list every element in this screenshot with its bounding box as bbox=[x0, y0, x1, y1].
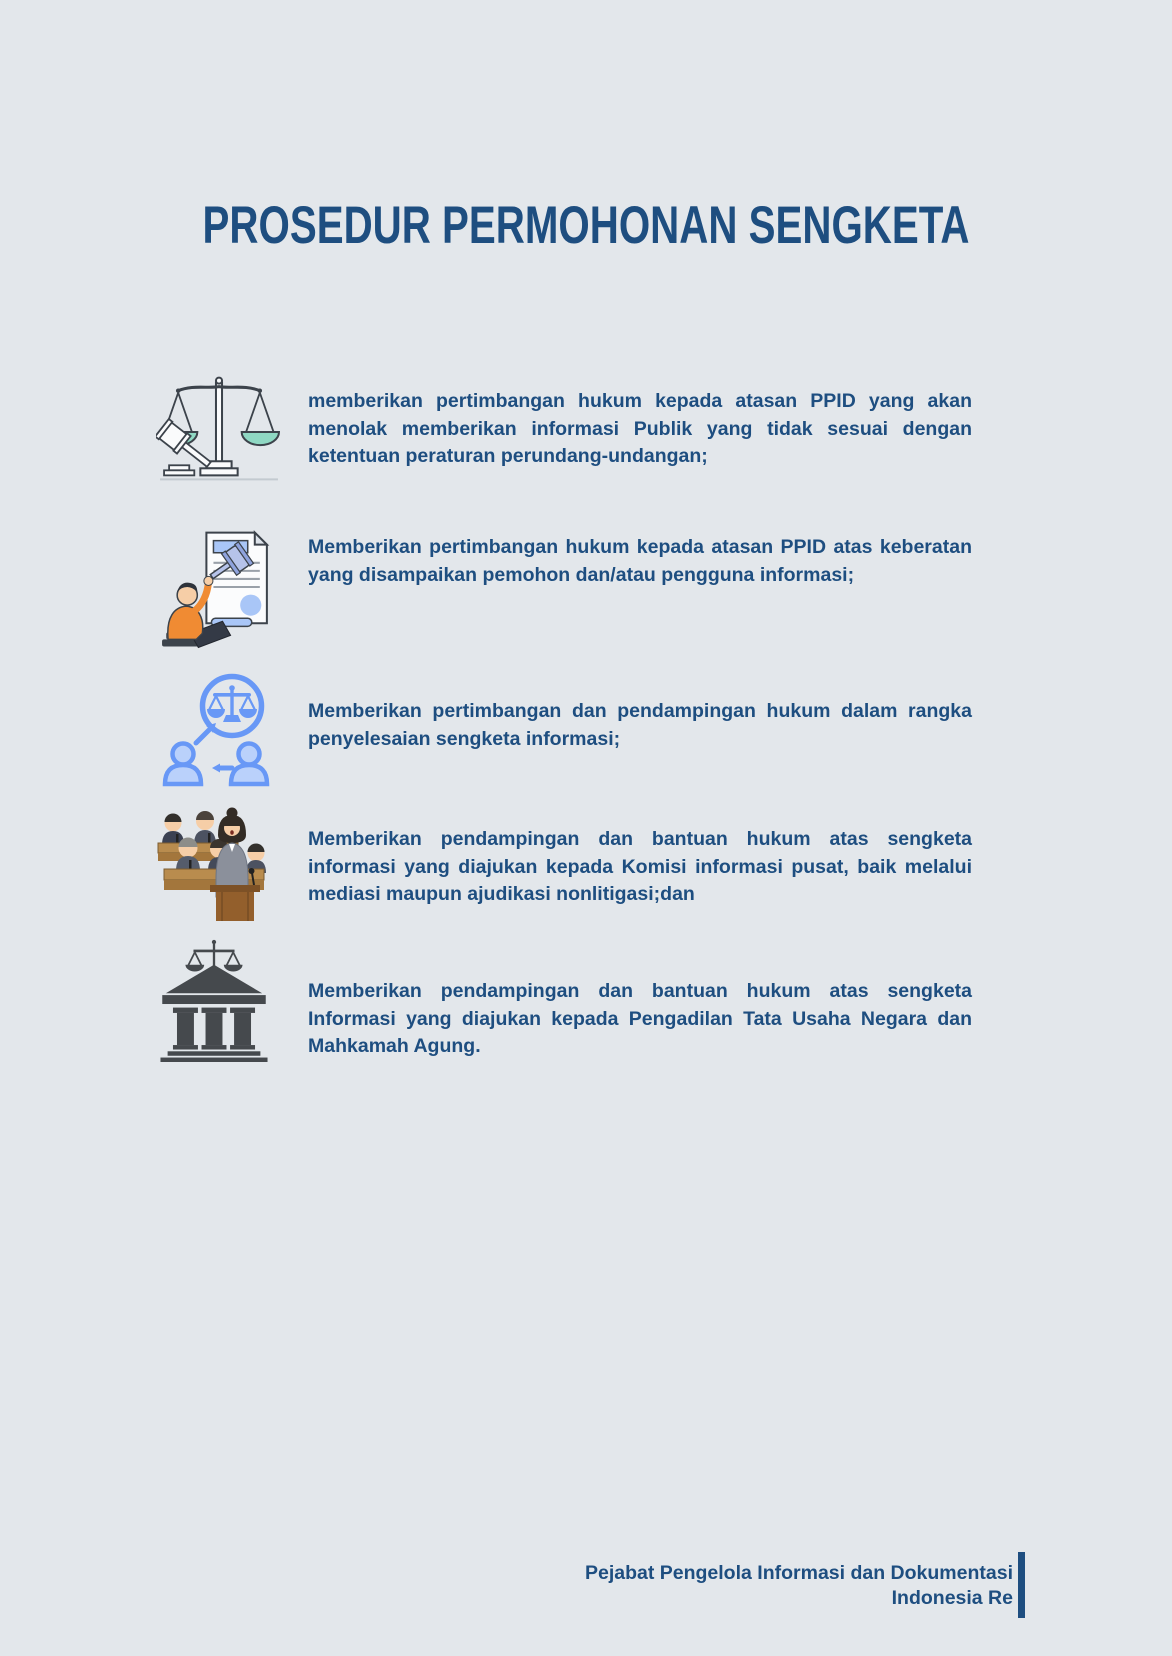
item-text-1 bbox=[308, 388, 972, 471]
footer-text bbox=[585, 1561, 1013, 1610]
text-line: menolak memberikan informasi Publik yang tidak sesuai dengan bbox=[308, 417, 972, 440]
text-line: penyelesaian sengketa informasi; bbox=[308, 727, 621, 750]
text-line: Mahkamah Agung. bbox=[308, 1035, 481, 1057]
text-line: Memberikan pertimbangan hukum kepada atasan PPID atas keberatan bbox=[308, 536, 972, 558]
text-line: Memberikan pendampingan dan bantuan hukum atas sengketa bbox=[308, 828, 972, 850]
footer-line-1: Pejabat Pengelola Informasi dan Dokumentasi bbox=[584, 1562, 1013, 1584]
page-title: PROSEDUR PERMOHONAN SENGKETA bbox=[202, 196, 970, 255]
footer-line-2: Indonesia Re bbox=[891, 1586, 1013, 1609]
text-line: ketentuan peraturan perundang-undangan; bbox=[308, 445, 708, 467]
text-line: yang disampaikan pemohon dan/atau pengguna informasi; bbox=[308, 563, 855, 586]
courthouse-icon bbox=[156, 938, 272, 1067]
text-line: Memberikan pertimbangan dan pendampingan hukum dalam rangka bbox=[308, 700, 972, 722]
text-line: Informasi yang diajukan kepada Pengadilan Tata Usaha Negara dan bbox=[308, 1007, 972, 1030]
item-text-3 bbox=[308, 698, 972, 753]
item-text-4 bbox=[308, 826, 972, 909]
mediation-scale-icon bbox=[156, 664, 278, 790]
person-gavel-document-icon bbox=[156, 520, 282, 657]
courthouse-icon bbox=[156, 938, 272, 1062]
text-line: memberikan pertimbangan hukum kepada atasan PPID yang akan bbox=[308, 390, 972, 412]
scales-gavel-icon bbox=[156, 374, 282, 489]
item-text-2 bbox=[308, 534, 972, 589]
item-text-5 bbox=[308, 978, 972, 1061]
courtroom-icon bbox=[156, 800, 286, 922]
text-line: mediasi maupun ajudikasi nonlitigasi;dan bbox=[308, 883, 695, 905]
scales-gavel-icon bbox=[156, 374, 282, 484]
courtroom-icon bbox=[156, 800, 286, 927]
footer-accent-bar bbox=[1018, 1552, 1025, 1618]
mediation-scale-icon bbox=[156, 664, 278, 795]
text-line: informasi yang diajukan kepada Komisi informasi pusat, baik melalui bbox=[308, 855, 972, 878]
text-line: Memberikan pendampingan dan bantuan hukum atas sengketa bbox=[308, 980, 972, 1002]
person-gavel-document-icon bbox=[156, 520, 282, 652]
